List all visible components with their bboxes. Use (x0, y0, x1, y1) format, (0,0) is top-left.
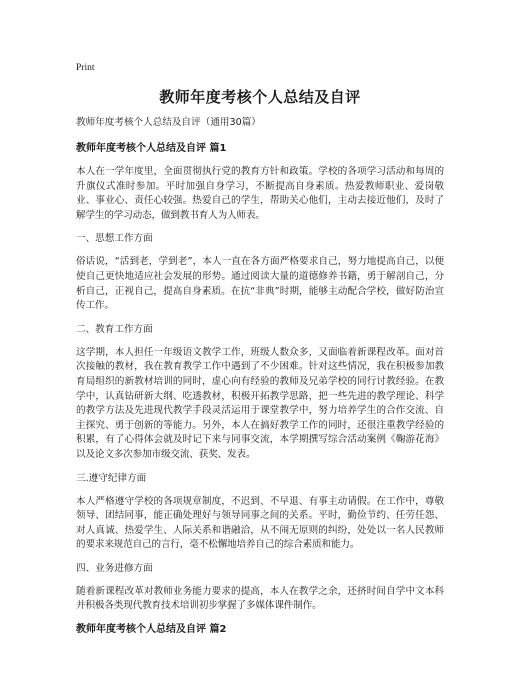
heading-professional-study: 四、业务进修方面 (76, 562, 153, 574)
section-heading-2: 教师年度考核个人总结及自评 篇2 (76, 624, 227, 636)
paragraph-teaching-work: 这学期，本人担任一年级语文教学工作，班级人数众多，又面临着新课程改革。面对首次接触的教材，我在教育教学工作中遇到了不少困难。针对这些情况，我在积极参加教育局组织的新教材培训的同时，虚心向有经验的教师及兄弟学校的同行讨教经验。在教学中，认真钻研新大纲、吃透教材，积极开拓教学思路，把一些先进的教学理论、科学的教学方法及先进现代教学手段灵活运用于课堂教学中，努力培养学生的合作交流、自主探究、勇于创新的等能力。另外，本人在搞好教学工作的同时，还很注重教学经验的积累，有了心得体会就及时记下来与同事交流，本学期撰写综合活动案例《鞠游花海》以及论文多次参加市级交流、获奖、发表。 (76, 346, 444, 460)
paragraph-professional-study: 随着新课程改革对教师业务能力要求的提高，本人在教学之余，还挤时间自学中文本科并积极各类现代教育技术培训初步掌握了多媒体课件制作。 (76, 585, 444, 612)
intro-paragraph: 本人在一学年度里，全面贯彻执行党的教育方针和政策。学校的各项学习活动和每周的升旗仪式准时参加。平时加强自身学习，不断提高自身素质。热爱教师职业、爱岗敬业、事业心、责任心较强。热爱自己的学生，帮助关心他们，主动去接近他们，及时了解学生的学习动态，做到教书育人为人师表。 (76, 166, 444, 221)
heading-teaching-work: 二、教育工作方面 (76, 323, 153, 335)
print-link[interactable]: Print (76, 63, 95, 73)
article-body (76, 116, 444, 646)
section-heading-1: 教师年度考核个人总结及自评 篇1 (76, 143, 227, 154)
paragraph-thought-work: 俗话说，“活到老，学到老”，本人一直在各方面严格要求自己，努力地提高自己，以便使自己更快地适应社会发展的形势。通过阅读大量的道德修养书籍，勇于解剖自己，分析自己，正视自己，提高自身素质。在抗“非典”时期，能够主动配合学校，做好防治宣传工作。 (76, 256, 444, 312)
heading-thought-work: 一、思想工作方面 (76, 233, 153, 245)
article-subtitle: 教师年度考核个人总结及自评（通用30篇） (76, 117, 261, 128)
heading-discipline: 三.遵守纪律方面 (76, 472, 147, 484)
page-title: 教师年度考核个人总结及自评 (159, 88, 361, 106)
paragraph-discipline: 本人严格遵守学校的各项规章制度，不迟到、不早退、有事主动请假。在工作中，尊敬领导、团结同事，能正确处理好与领导同事之间的关系。平时，勤俭节约、任劳任怨、对人真诚、热爱学生、人际关系和谐融洽，从不闹无原则的纠纷，处处以一名人民教师的要求来规范自己的言行，毫不松懈地培养自己的综合素质和能力。 (76, 495, 444, 551)
